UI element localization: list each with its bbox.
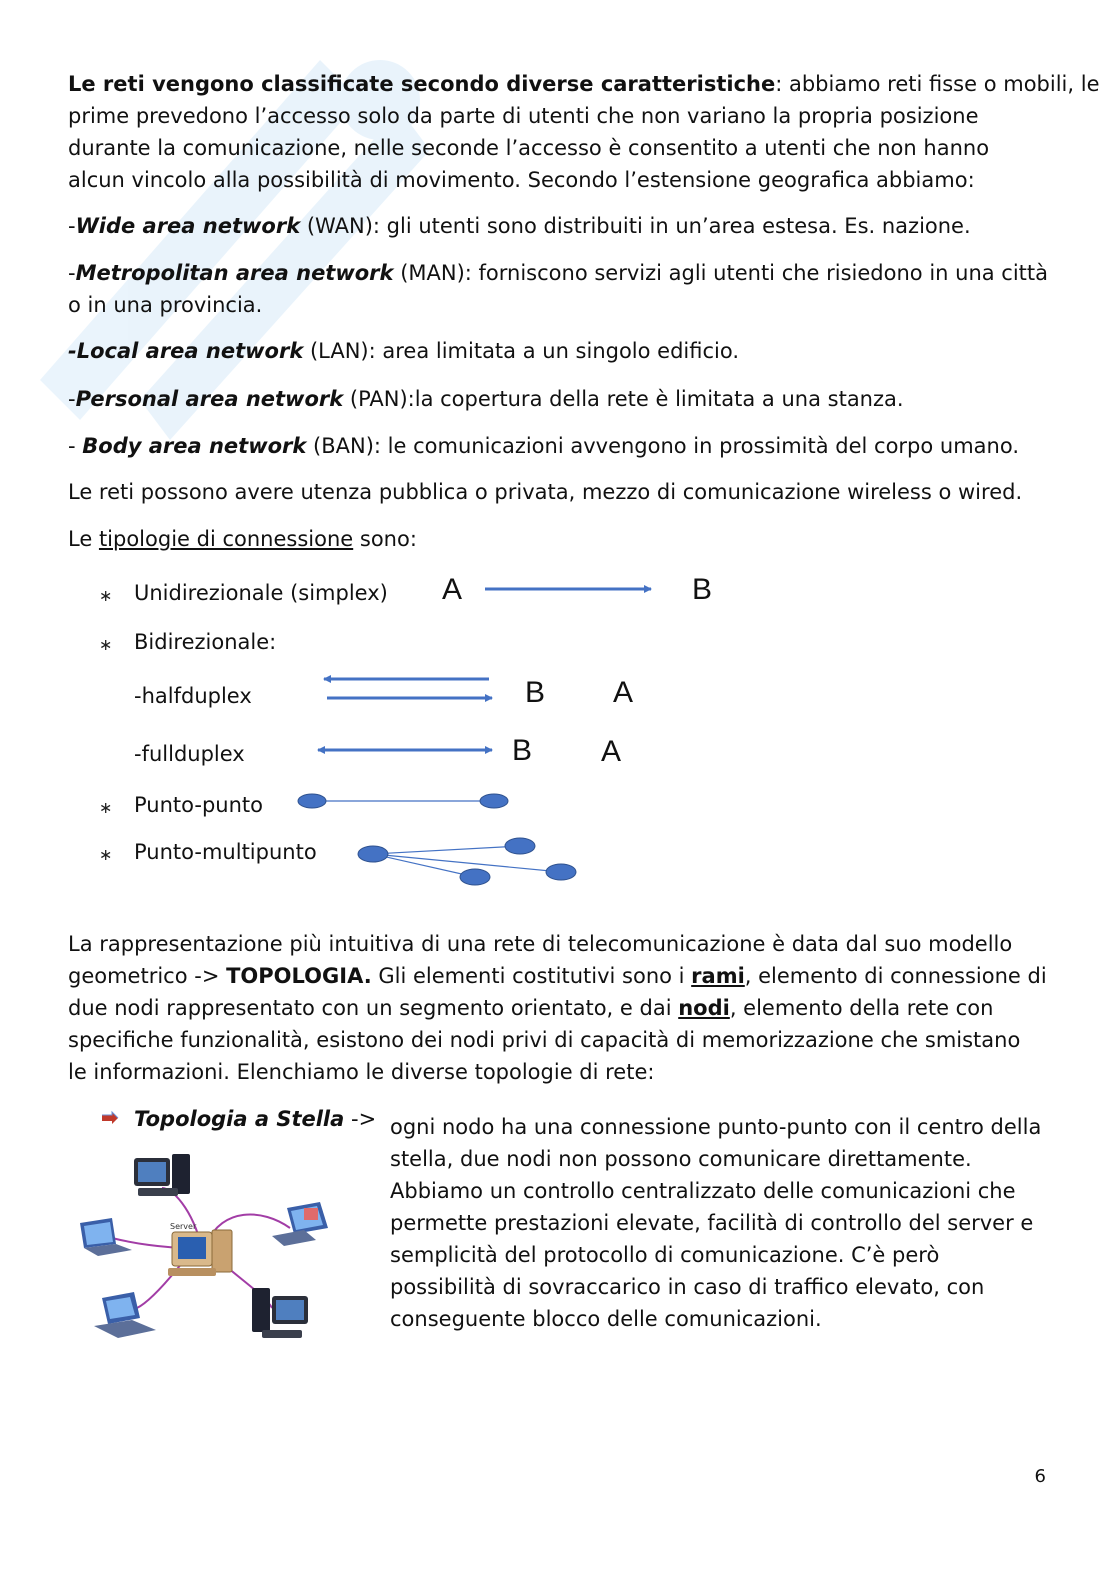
multipunto-node (505, 838, 535, 854)
man-prefix: - (68, 261, 76, 285)
multipunto-node-center (358, 846, 388, 862)
desktop-computer-icon (134, 1154, 190, 1196)
intro-line-2: prime prevedono l’accesso solo da parte di utenti che non variano la propria posizione (68, 104, 979, 128)
man-desc: (MAN): forniscono servizi agli utenti che risiedono in una città (393, 261, 1049, 285)
simplex-a: A (442, 573, 463, 606)
simplex-b: B (692, 573, 713, 606)
bullet-icon: ∗ (99, 586, 113, 605)
bullet-icon: ∗ (99, 635, 113, 654)
page-number: 6 (1034, 1466, 1046, 1487)
topologia-l2-pre: geometrico -> (68, 964, 227, 988)
wan-desc: (WAN): gli utenti sono distribuiti in un’area estesa. Es. nazione. (300, 214, 971, 238)
topologia-l2-post: , elemento di connessione di (744, 964, 1047, 988)
stella-arrow: -> (344, 1107, 377, 1131)
halfduplex-b: B (525, 676, 546, 709)
stella-line: Abbiamo un controllo centralizzato delle comunicazioni che (390, 1179, 1016, 1203)
stella-line: possibilità di sovraccarico in caso di traffico elevato, con (390, 1275, 985, 1299)
tipologie-underlined: tipologie di connessione (98, 527, 354, 551)
fullduplex-label: -fullduplex (134, 742, 245, 766)
halfduplex-a: A (613, 676, 634, 709)
server-label: Server (170, 1222, 197, 1231)
laptop-icon (272, 1202, 328, 1246)
wan-prefix: - (68, 214, 76, 238)
man-name: Metropolitan area network (75, 261, 394, 285)
topologia-line-3 (68, 992, 993, 1024)
tipologie-post: sono: (353, 527, 417, 551)
multipunto-link (373, 846, 520, 854)
intro-line-1-rest: : abbiamo reti fisse o mobili, le (775, 72, 1100, 96)
stella-line: conseguente blocco delle comunicazioni. (390, 1307, 822, 1331)
stella-line: permette prestazioni elevate, facilità di controllo del server e (390, 1211, 1034, 1235)
pan-name: Personal area network (75, 387, 344, 411)
utenza-line: Le reti possono avere utenza pubblica o privata, mezzo di comunicazione wireless o wired. (68, 480, 1023, 504)
topologia-l3-pre: due nodi rappresentato con un segmento orientato, e dai (68, 996, 679, 1020)
topologia-l2-mid: Gli elementi costitutivi sono i (371, 964, 692, 988)
pan-desc: (PAN):la copertura della rete è limitata a una stanza. (343, 387, 904, 411)
ban-desc: (BAN): le comunicazioni avvengono in prossimità del corpo umano. (306, 434, 1020, 458)
topologia-line-2 (68, 960, 1047, 992)
nodi-term: nodi (678, 996, 730, 1020)
multipunto-link (373, 854, 561, 872)
intro-line-4: alcun vincolo alla possibilità di movimento. Secondo l’estensione geografica abbiamo: (68, 168, 975, 192)
topologia-l3-post: , elemento della rete con (729, 996, 994, 1020)
ban-name: Body area network (82, 434, 307, 458)
topologia-line-4: specifiche funzionalità, esistono dei nodi privi di capacità di memorizzazione che smistano (68, 1028, 1021, 1052)
fullduplex-b: B (512, 734, 533, 767)
stella-heading (134, 1103, 376, 1135)
stella-line: ogni nodo ha una connessione punto-punto con il centro della (390, 1115, 1042, 1139)
puntopunto-node-right (480, 794, 508, 808)
intro-line-3: durante la comunicazione, nelle seconde l’accesso è consentito a utenti che non hanno (68, 136, 990, 160)
ban-prefix: - (68, 434, 83, 458)
bullet-icon: ∗ (99, 845, 113, 864)
multipunto-link (373, 854, 475, 877)
lan-desc: (LAN): area limitata a un singolo edificio. (303, 339, 740, 363)
network-man-cont: o in una provincia. (68, 293, 263, 317)
topologia-keyword: TOPOLOGIA. (226, 964, 372, 988)
fullduplex-a: A (601, 735, 622, 768)
multipunto-node (460, 869, 490, 885)
rami-term: rami (691, 964, 745, 988)
arrow-bullet-icon (100, 1110, 120, 1130)
pan-prefix: - (68, 387, 76, 411)
halfduplex-label: -halfduplex (134, 684, 252, 708)
multipunto-node (546, 864, 576, 880)
topologia-line-1: La rappresentazione più intuitiva di una rete di telecomunicazione è data dal suo modello (68, 932, 1013, 956)
puntopunto-node-left (298, 794, 326, 808)
wan-name: Wide area network (75, 214, 301, 238)
puntopunto-label: Punto-punto (134, 793, 263, 817)
bullet-icon: ∗ (99, 798, 113, 817)
stella-description (390, 1111, 1060, 1335)
stella-line: semplicità del protocollo di comunicazione. C’è però (390, 1243, 940, 1267)
desktop-computer-icon (252, 1288, 308, 1338)
star-topology-illustration (72, 1148, 342, 1348)
simplex-label: Unidirezionale (simplex) (134, 581, 388, 605)
lan-name: -Local area network (68, 339, 304, 363)
stella-line: stella, due nodi non possono comunicare direttamente. (390, 1147, 972, 1171)
intro-bold-lead: Le reti vengono classificate secondo diverse caratteristiche (68, 72, 776, 96)
topologia-line-5: le informazioni. Elenchiamo le diverse topologie di rete: (68, 1060, 655, 1084)
stella-title: Topologia a Stella (134, 1107, 345, 1131)
laptop-icon (80, 1218, 132, 1256)
bidirezionale-label: Bidirezionale: (134, 630, 277, 654)
tipologie-pre: Le (68, 527, 99, 551)
multipunto-label: Punto-multipunto (134, 840, 317, 864)
laptop-icon (94, 1292, 156, 1338)
